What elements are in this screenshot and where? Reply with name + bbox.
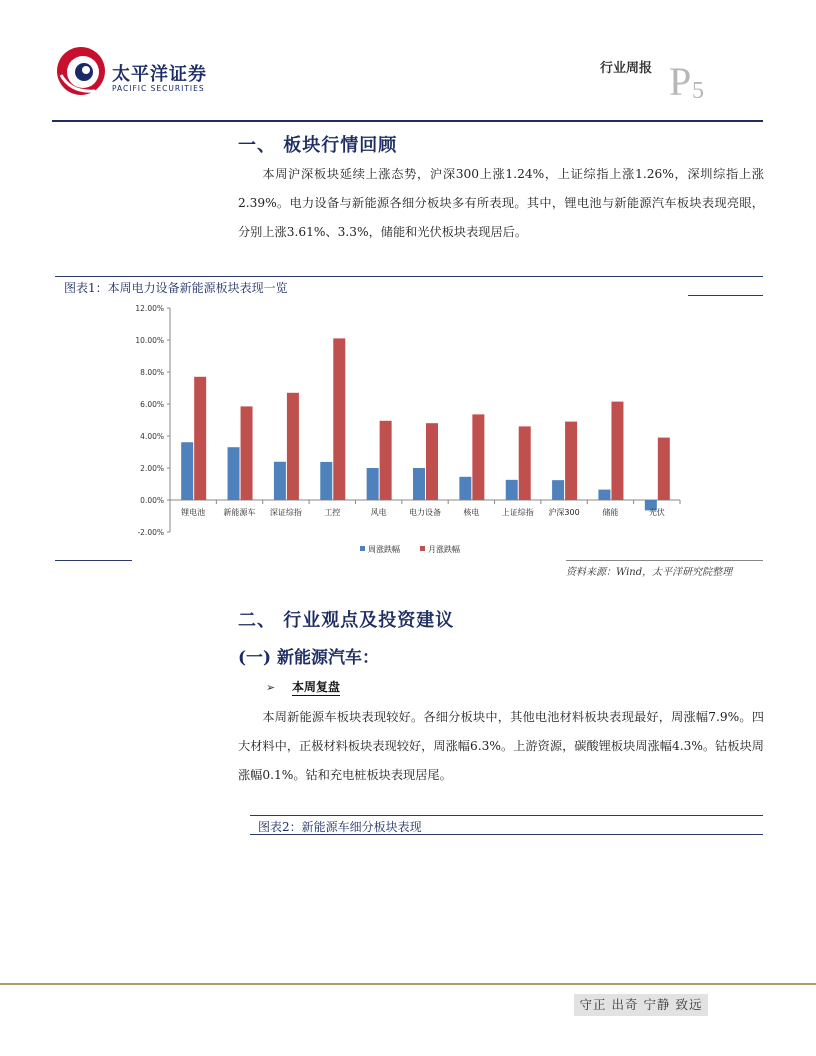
company-name-en: PACIFIC SECURITIES [112,84,205,93]
bar-weekly [598,490,610,500]
section-2-subheading: (一) 新能源汽车： [238,648,380,668]
figure-1-caption: 图表1：本周电力设备新能源板块表现一览 [64,281,288,295]
company-logo-icon [55,45,107,97]
section-1-paragraph [238,160,764,247]
sector-performance-chart [55,300,763,562]
bar-monthly [565,422,577,500]
legend-swatch [360,546,365,551]
bar-weekly [552,480,564,500]
section-2-text: 本周新能源车板块表现较好。各细分板块中，其他电池材料板块表现最好，周涨幅7.9%。四大材料中，正极材料板块表现较好，周涨幅6.3%。上游资源，碳酸锂板块周涨幅4.3%。钴板块周涨幅0.1%。钴和充电桩板块表现居尾。 [238,710,764,782]
page-number: 5 [692,78,704,104]
footer-divider [0,983,816,985]
bar-monthly [658,438,670,500]
bar-weekly [228,447,240,500]
figure-2-caption: 图表2：新能源车细分板块表现 [258,820,422,834]
x-tick-label: 锂电池 [181,508,206,517]
x-tick-label: 电力设备 [409,508,441,517]
bar-weekly [181,442,193,500]
y-tick-label: -2.00% [137,528,164,537]
bullet-arrow-icon: ➢ [266,681,276,694]
bar-monthly [333,338,345,500]
bar-weekly [367,468,379,500]
section-2-heading: 二、 行业观点及投资建议 [238,610,455,631]
header-divider [52,120,763,122]
x-tick-label: 沪深300 [548,508,580,517]
bar-weekly [274,462,286,500]
y-tick-label: 10.00% [135,336,164,345]
report-type-label: 行业周报 [600,61,653,76]
figure-1-caption-rule [688,295,763,296]
x-tick-label: 风电 [370,508,387,517]
bar-monthly [472,414,484,500]
footer-motto: 守正 出奇 宁静 致远 [574,994,708,1016]
y-tick-label: 0.00% [140,496,164,505]
x-tick-label: 储能 [602,508,619,517]
legend-swatch [420,546,425,551]
bar-monthly [611,402,623,500]
section-1-heading: 一、 板块行情回顾 [238,135,398,156]
figure-1-top-rule [55,276,763,277]
y-tick-label: 6.00% [140,400,164,409]
bar-monthly [380,421,392,500]
figure-2-top-rule [250,815,763,816]
bar-monthly [287,393,299,500]
figure-1-source-rule [566,560,763,561]
bar-weekly [320,462,332,500]
bar-monthly [241,406,253,500]
legend-label: 周涨跌幅 [368,545,400,554]
x-tick-label: 上证综指 [501,508,534,517]
x-tick-label: 光伏 [648,508,665,517]
x-tick-label: 深证综指 [269,508,302,517]
x-tick-label: 核电 [463,508,480,517]
y-tick-label: 12.00% [135,304,164,313]
bullet-label: 本周复盘 [292,680,341,694]
x-tick-label: 新能源车 [223,508,256,517]
page-letter: P [669,59,692,104]
x-tick-label: 工控 [324,508,341,517]
bar-weekly [459,477,471,500]
bar-monthly [426,423,438,500]
figure-2-bottom-rule [250,834,763,835]
bar-monthly [194,377,206,500]
figure-1-source: 资料来源：Wind，太平洋研究院整理 [566,567,733,578]
y-tick-label: 8.00% [140,368,164,377]
company-name-cn: 太平洋证券 [112,64,207,85]
section-2-paragraph [238,703,764,790]
bar-weekly [413,468,425,500]
bar-monthly [519,426,531,500]
y-tick-label: 4.00% [140,432,164,441]
bar-weekly [506,480,518,500]
figure-1-bottom-left-rule [55,560,132,561]
y-tick-label: 2.00% [140,464,164,473]
legend-label: 月涨跌幅 [428,545,460,554]
section-1-text: 本周沪深板块延续上涨态势，沪深300上涨1.24%，上证综指上涨1.26%，深圳综指上涨2.39%。电力设备与新能源各细分板块多有所表现。其中，锂电池与新能源汽车板块表现亮眼，分别上涨3.61%、3.3%，储能和光伏板块表现居后。 [238,167,764,239]
